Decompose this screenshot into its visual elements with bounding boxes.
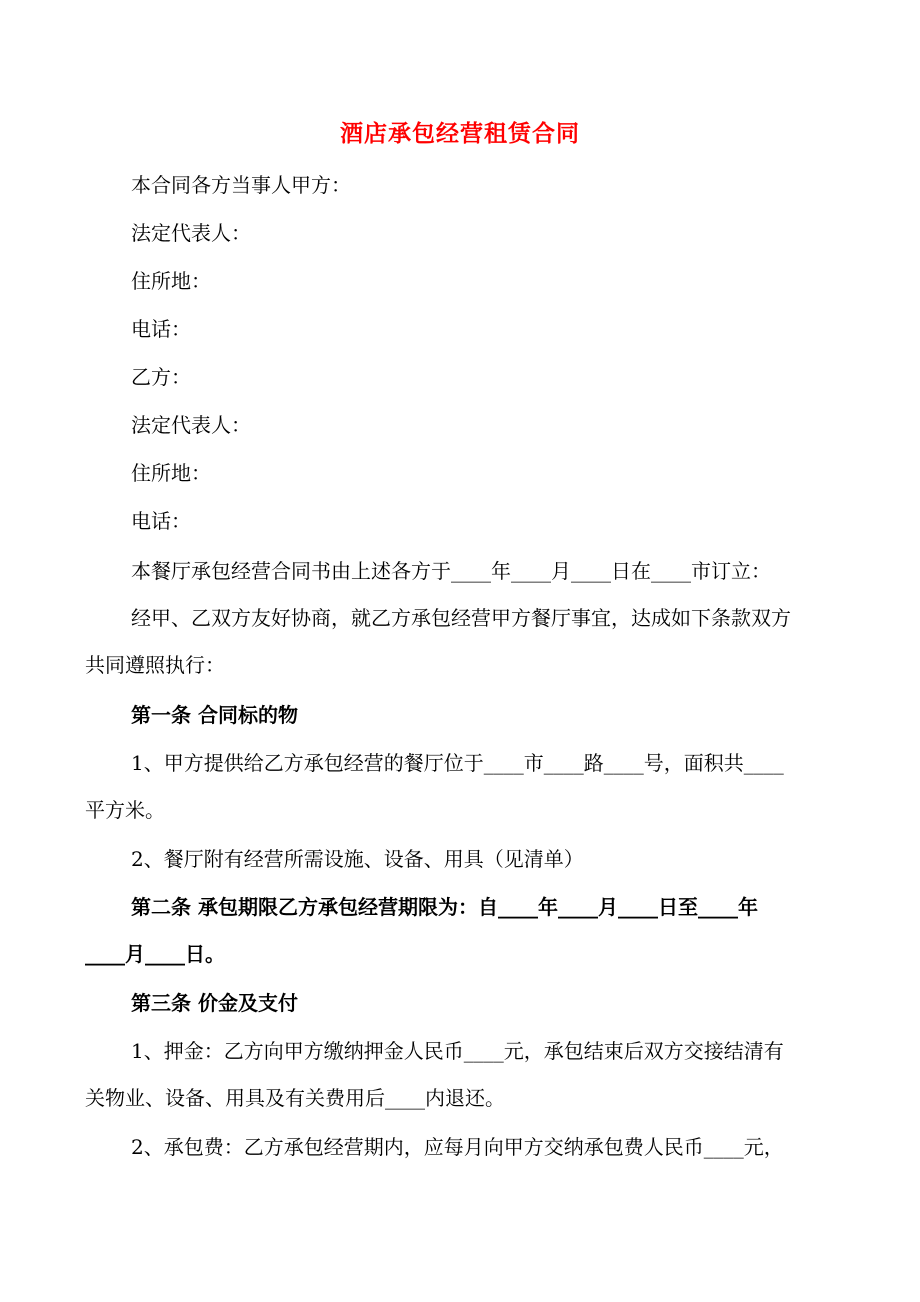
article-1-heading: 第一条 合同标的物 (131, 703, 298, 727)
party-b-address: 住所地： (131, 461, 211, 485)
party-a-line: 本合同各方当事人甲方： (131, 173, 351, 197)
party-b-legal-rep: 法定代表人： (131, 413, 251, 437)
article-2-line-2: ____月____日。 (85, 942, 225, 966)
article-3-heading: 第三条 价金及支付 (131, 991, 298, 1015)
party-b-line: 乙方： (131, 365, 191, 389)
article-2-line-1: 第二条 承包期限乙方承包经营期限为：自____年____月____日至____年 (131, 895, 758, 919)
party-a-phone: 电话： (131, 317, 191, 341)
article-3-item-2-line-1: 2、承包费：乙方承包经营期内，应每月向甲方交纳承包费人民币____元， (131, 1135, 784, 1159)
article-3-item-1-line-2: 关物业、设备、用具及有关费用后____内退还。 (85, 1086, 505, 1110)
article-1-item-2: 2、餐厅附有经营所需设施、设备、用具（见清单） (131, 847, 584, 871)
party-a-legal-rep: 法定代表人： (131, 221, 251, 245)
intro-paragraph-line-2: 共同遵照执行： (85, 653, 225, 677)
document-title: 酒店承包经营租赁合同 (340, 120, 580, 147)
article-1-item-1-line-1: 1、甲方提供给乙方承包经营的餐厅位于____市____路____号，面积共____ (131, 751, 784, 775)
signing-paragraph: 本餐厅承包经营合同书由上述各方于____年____月____日在____市订立： (131, 559, 771, 583)
party-a-address: 住所地： (131, 269, 211, 293)
article-1-item-1-line-2: 平方米。 (85, 798, 165, 822)
party-b-phone: 电话： (131, 509, 191, 533)
intro-paragraph-line-1: 经甲、乙双方友好协商，就乙方承包经营甲方餐厅事宜，达成如下条款双方 (131, 606, 791, 630)
article-3-item-1-line-1: 1、押金：乙方向甲方缴纳押金人民币____元，承包结束后双方交接结清有 (131, 1039, 784, 1063)
